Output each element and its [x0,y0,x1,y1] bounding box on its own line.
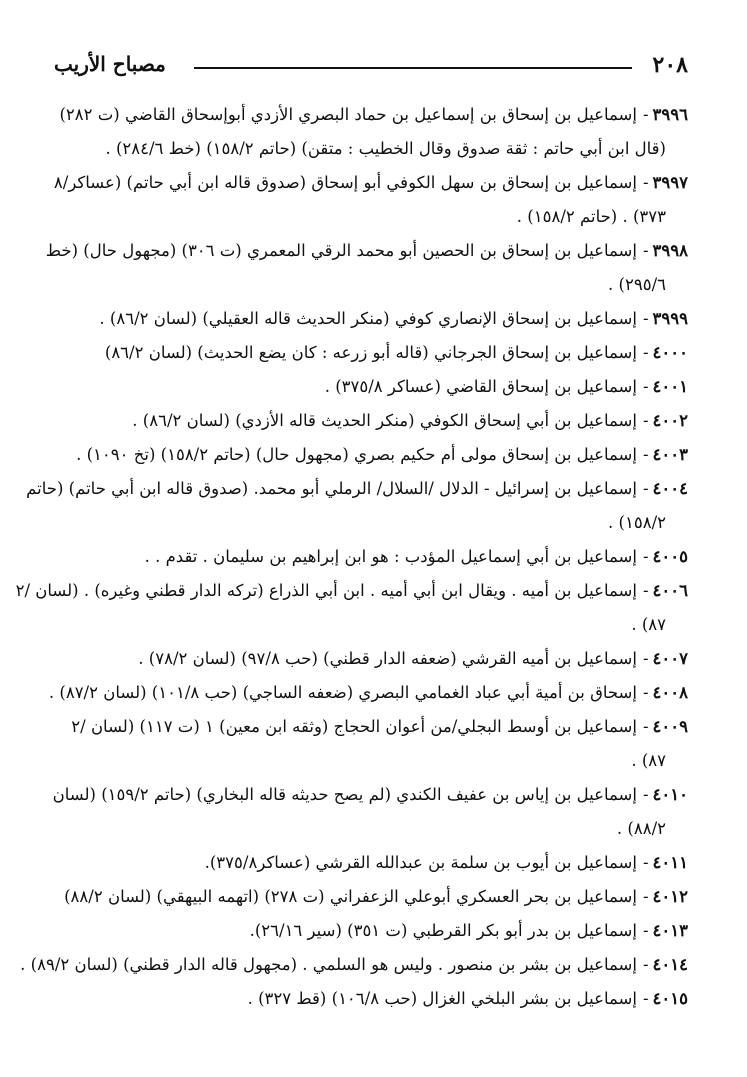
entry-text: إسماعيل بن أبي إسماعيل المؤدب : هو ابن إبراهيم بن سليمان . تقدم . . [144,547,637,566]
entry-number: ٤٠٠٤ [652,479,688,498]
entry-first-line [60,880,688,914]
entry-text: ٨٧) . [631,751,666,770]
entry-text: إسماعيل بن إسحاق مولى أم حكيم بصري (مجهول حال) (حاتم ١٥٨/٢) (تخ ١٠٩٠) . [76,445,637,464]
entry-first-line [60,642,688,676]
entry-text: إسماعيل بن إسحاق بن الحصين أبو محمد الرقي المعمري (ت ٣٠٦) (مجهول حال) (خط [45,241,637,260]
entry [15,574,688,642]
entry-continuation-line [60,132,688,166]
entry-number: ٣٩٩٩ [652,309,688,328]
entry-text: إسماعيل بن إسحاق بن إسماعيل بن حماد البصري الأزدي أبوإسحاق القاضي (ت ٢٨٢) [59,105,637,124]
entry-continuation-line [60,268,688,302]
entry-number: ٣٩٩٨ [652,241,688,260]
entry-text: إسماعيل بن إسحاق بن سهل الكوفي أبو إسحاق (صدوق قاله ابن أبي حاتم) (عساكر/٨ [53,173,637,192]
entry [60,846,688,880]
entry-text: إسماعيل بن بشر بن منصور . وليس هو السلمي . (مجهول قاله الدار قطني) (لسان ٨٩/٢) . [20,955,637,974]
entry-text: إسماعيل بن أوسط البجلي/من أعوان الحجاج (وثقه ابن معين) ١ (ت ١١٧) (لسان /٢ [71,717,637,736]
entry-text: إسماعيل بن بحر العسكري أبوعلي الزعفراني (ت ٢٧٨) (اتهمه البيهقي) (لسان ٨٨/٢) [64,887,637,906]
entry-number: ٤٠١٢ [652,887,688,906]
entry-text: إسماعيل بن بدر أبو بكر القرطبي (ت ٣٥١) (سير ٢٦/١٦). [249,921,637,940]
page-header [54,50,688,84]
entry-dash: - [642,887,649,906]
entry-first-line [60,98,688,132]
book-title: مصباح الأريب [54,52,166,76]
entry-text: ٨٧) . [631,615,666,634]
entry-text: إسماعيل بن إياس بن عفيف الكندي (لم يصح حديثه قاله البخاري) (حاتم ١٥٩/٢) (لسان [52,785,637,804]
entry-number: ٤٠١٥ [652,989,688,1008]
header-rule [194,67,632,69]
entry-continuation-line [60,744,688,778]
entry-text: إسماعيل بن إسحاق الجرجاني (قاله أبو زرعه : كان يضع الحديث) (لسان ٨٦/٢) [104,343,637,362]
entry-dash: - [642,241,649,260]
entry-dash: - [642,581,649,600]
entry [60,404,688,438]
entry-number: ٤٠٠٢ [652,411,688,430]
entry-number: ٤٠٠٩ [652,717,688,736]
entry-number: ٤٠٠٦ [652,581,688,600]
entry-number: ٣٩٩٦ [652,105,688,124]
entry-dash: - [642,921,649,940]
entry-first-line [60,914,688,948]
entry [60,302,688,336]
entry-dash: - [642,547,649,566]
entry-dash: - [642,173,649,192]
entry-number: ٤٠٠٠ [652,343,688,362]
entry-dash: - [642,853,649,872]
entry-first-line [60,370,688,404]
entry-text: إسماعيل بن إسحاق القاضي (عساكر ٣٧٥/٨) . [324,377,637,396]
entry-number: ٤٠٠٨ [652,683,688,702]
entry-number: ٤٠٠٣ [652,445,688,464]
entry [60,336,688,370]
entry [60,982,688,1016]
entry-dash: - [642,445,649,464]
page-number: ٢٠٨ [652,52,688,78]
entry-number: ٣٩٩٧ [652,173,688,192]
entry-first-line [26,472,688,506]
entry [60,710,688,778]
entry-text: ٣٧٣) . (حاتم ١٥٨/٢) . [516,207,666,226]
entry-first-line [15,574,688,608]
entry-text: ٨٨/٢) . [616,819,666,838]
entry-dash: - [642,343,649,362]
entry-dash: - [642,717,649,736]
entry-dash: - [642,785,649,804]
entry-first-line [60,438,688,472]
entry-text: إسماعيل بن أبي إسحاق الكوفي (منكر الحديث قاله الأزدي) (لسان ٨٦/٢) . [132,411,637,430]
entry-first-line [45,234,688,268]
entry-dash: - [642,479,649,498]
entry-number: ٤٠١٤ [652,955,688,974]
entry-text: (قال ابن أبي حاتم : ثقة صدوق وقال الخطيب : متقن) (حاتم ١٥٨/٢) (خط ٢٨٤/٦) . [105,139,666,158]
entry-first-line [60,846,688,880]
entry [52,778,688,846]
entry-text: ٢٩٥/٦) . [608,275,666,294]
entry [60,914,688,948]
entry-text: ١٥٨/٢) . [608,513,666,532]
entry [60,540,688,574]
entry-continuation-line [60,200,688,234]
entry-dash: - [642,955,649,974]
entry [48,676,688,710]
entry-text: إسماعيل بن أيوب بن سلمة بن عبدالله القرشي (عساكر٣٧٥/٨). [204,853,637,872]
entry-text: إسحاق بن أمية أبي عباد الغمامي البصري (ضعفه الساجي) (حب ١٠١/٨) (لسان ٨٧/٢) . [48,683,637,702]
entry-first-line [60,404,688,438]
entry-text: إسماعيل بن إسرائيل - الدلال /السلال/ الرملي أبو محمد. (صدوق قاله ابن أبي حاتم) (حاتم [26,479,637,498]
entry-dash: - [642,105,649,124]
entry-first-line [48,676,688,710]
entry-text: إسماعيل بن أميه القرشي (ضعفه الدار قطني) (حب ٩٧/٨) (لسان ٧٨/٢) . [138,649,637,668]
entry [60,880,688,914]
entry-list [15,98,688,1016]
entry [60,438,688,472]
entry-dash: - [642,649,649,668]
entry-dash: - [642,377,649,396]
entry [45,234,688,302]
entry-number: ٤٠٠٧ [652,649,688,668]
entry-first-line [53,166,688,200]
entry-text: إسماعيل بن أميه . ويقال ابن أبي أميه . ابن أبي الذراع (تركه الدار قطني وغيره) . (لسان /٢ [15,581,637,600]
entry-text: إسماعيل بن بشر البلخي الغزال (حب ١٠٦/٨) (قط ٣٢٧) . [247,989,637,1008]
entry-continuation-line [60,812,688,846]
entry-first-line [52,778,688,812]
entry-dash: - [642,309,649,328]
entry-number: ٤٠٠١ [652,377,688,396]
entry-number: ٤٠٠٥ [652,547,688,566]
entry-first-line [60,982,688,1016]
entry-number: ٤٠١٣ [652,921,688,940]
entry [60,370,688,404]
entry [20,948,688,982]
entry-first-line [60,336,688,370]
entry-continuation-line [60,608,688,642]
entry-first-line [60,710,688,744]
entry-dash: - [642,989,649,1008]
entry [60,98,688,166]
entry-first-line [60,302,688,336]
entry-dash: - [642,411,649,430]
entry [53,166,688,234]
entry-dash: - [642,683,649,702]
entry-first-line [60,540,688,574]
entry [60,642,688,676]
entry [26,472,688,540]
entry-first-line [20,948,688,982]
entry-number: ٤٠١٠ [652,785,688,804]
entry-text: إسماعيل بن إسحاق الإنصاري كوفي (منكر الحديث قاله العقيلي) (لسان ٨٦/٢) . [99,309,637,328]
entry-number: ٤٠١١ [652,853,688,872]
entry-continuation-line [60,506,688,540]
